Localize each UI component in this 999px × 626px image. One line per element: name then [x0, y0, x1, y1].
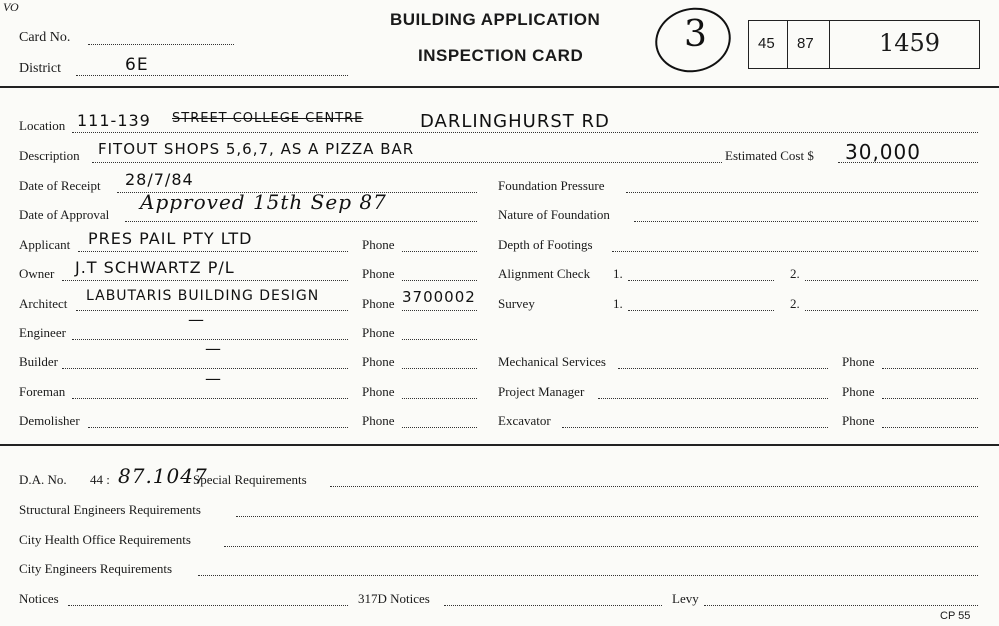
description-value: FITOUT SHOPS 5,6,7, AS A PIZZA BAR — [98, 140, 415, 158]
survey-label: Survey — [498, 296, 535, 311]
demolisher-phone-label: Phone — [362, 413, 395, 428]
engineer-label: Engineer — [19, 325, 66, 340]
notices-317d-label: 317D Notices — [358, 591, 430, 606]
foreman-value: — — [205, 369, 222, 388]
card-no-field[interactable] — [88, 44, 234, 45]
architect-phone-label: Phone — [362, 296, 395, 311]
levy-label: Levy — [672, 591, 699, 606]
alignment-two: 2. — [790, 266, 800, 281]
date-receipt-value: 28/7/84 — [125, 170, 194, 189]
depth-footings-label: Depth of Footings — [498, 237, 593, 252]
owner-phone-label: Phone — [362, 266, 395, 281]
title-line2: INSPECTION CARD — [418, 46, 584, 65]
code-a: 45 — [758, 35, 775, 52]
location-label: Location — [19, 118, 66, 133]
date-receipt-label: Date of Receipt — [19, 178, 101, 193]
district-field[interactable] — [76, 75, 348, 76]
header-divider — [0, 86, 999, 88]
architect-label: Architect — [19, 296, 68, 311]
builder-label: Builder — [19, 354, 58, 369]
demolisher-label: Demolisher — [19, 413, 80, 428]
corner-mark: VO — [3, 0, 19, 14]
card-number: 1459 — [879, 29, 941, 57]
district-value: 6E — [125, 55, 149, 75]
da-value: 87.1047 — [118, 464, 208, 488]
card-code-box — [748, 20, 980, 69]
applicant-label: Applicant — [19, 237, 71, 252]
applicant-phone-label: Phone — [362, 237, 395, 252]
date-approval-label: Date of Approval — [19, 207, 110, 222]
mechanical-services-label: Mechanical Services — [498, 354, 606, 369]
estimated-cost-value: 30,000 — [845, 140, 921, 164]
builder-phone-label: Phone — [362, 354, 395, 369]
applicant-value: PRES PAIL PTY LTD — [88, 229, 253, 248]
mechanical-phone-label: Phone — [842, 354, 875, 369]
builder-value: — — [205, 339, 222, 358]
project-manager-label: Project Manager — [498, 384, 585, 399]
location-struck: STREET COLLEGE CENTRE — [172, 111, 364, 126]
structural-label: Structural Engineers Requirements — [19, 502, 201, 517]
alignment-one: 1. — [613, 266, 623, 281]
special-requirements-label: Special Requirements — [193, 472, 307, 487]
da-no-label: D.A. No. — [19, 472, 67, 487]
date-approval-value: Approved 15th Sep 87 — [140, 190, 387, 214]
owner-value: J.T SCHWARTZ P/L — [75, 258, 235, 277]
excavator-label: Excavator — [498, 413, 551, 428]
district-label: District — [19, 61, 61, 76]
engineer-phone-label: Phone — [362, 325, 395, 340]
foreman-label: Foreman — [19, 384, 66, 399]
engineer-value: — — [188, 310, 205, 329]
code-b: 87 — [797, 35, 814, 52]
architect-value: LABUTARIS BUILDING DESIGN — [86, 288, 320, 304]
alignment-check-label: Alignment Check — [498, 266, 591, 281]
project-manager-phone-label: Phone — [842, 384, 875, 399]
location-value: 111-139 — [77, 111, 151, 130]
location-street: DARLINGHURST RD — [420, 111, 610, 132]
title-line1: BUILDING APPLICATION — [390, 10, 601, 29]
estimated-cost-label: Estimated Cost $ — [725, 148, 814, 163]
nature-foundation-label: Nature of Foundation — [498, 207, 610, 222]
survey-two: 2. — [790, 296, 800, 311]
da-prefix: 44 : — [90, 472, 110, 487]
architect-phone-value: 3700002 — [402, 288, 476, 306]
city-engineers-label: City Engineers Requirements — [19, 561, 173, 576]
middle-divider — [0, 444, 999, 446]
excavator-phone-label: Phone — [842, 413, 875, 428]
survey-one: 1. — [613, 296, 623, 311]
card-no-label: Card No. — [19, 30, 71, 45]
circled-number: 3 — [684, 14, 708, 55]
owner-label: Owner — [19, 266, 55, 281]
notices-label: Notices — [19, 591, 59, 606]
form-code: CP 55 — [940, 610, 971, 622]
foundation-pressure-label: Foundation Pressure — [498, 178, 605, 193]
health-label: City Health Office Requirements — [19, 532, 191, 547]
description-label: Description — [19, 148, 80, 163]
foreman-phone-label: Phone — [362, 384, 395, 399]
